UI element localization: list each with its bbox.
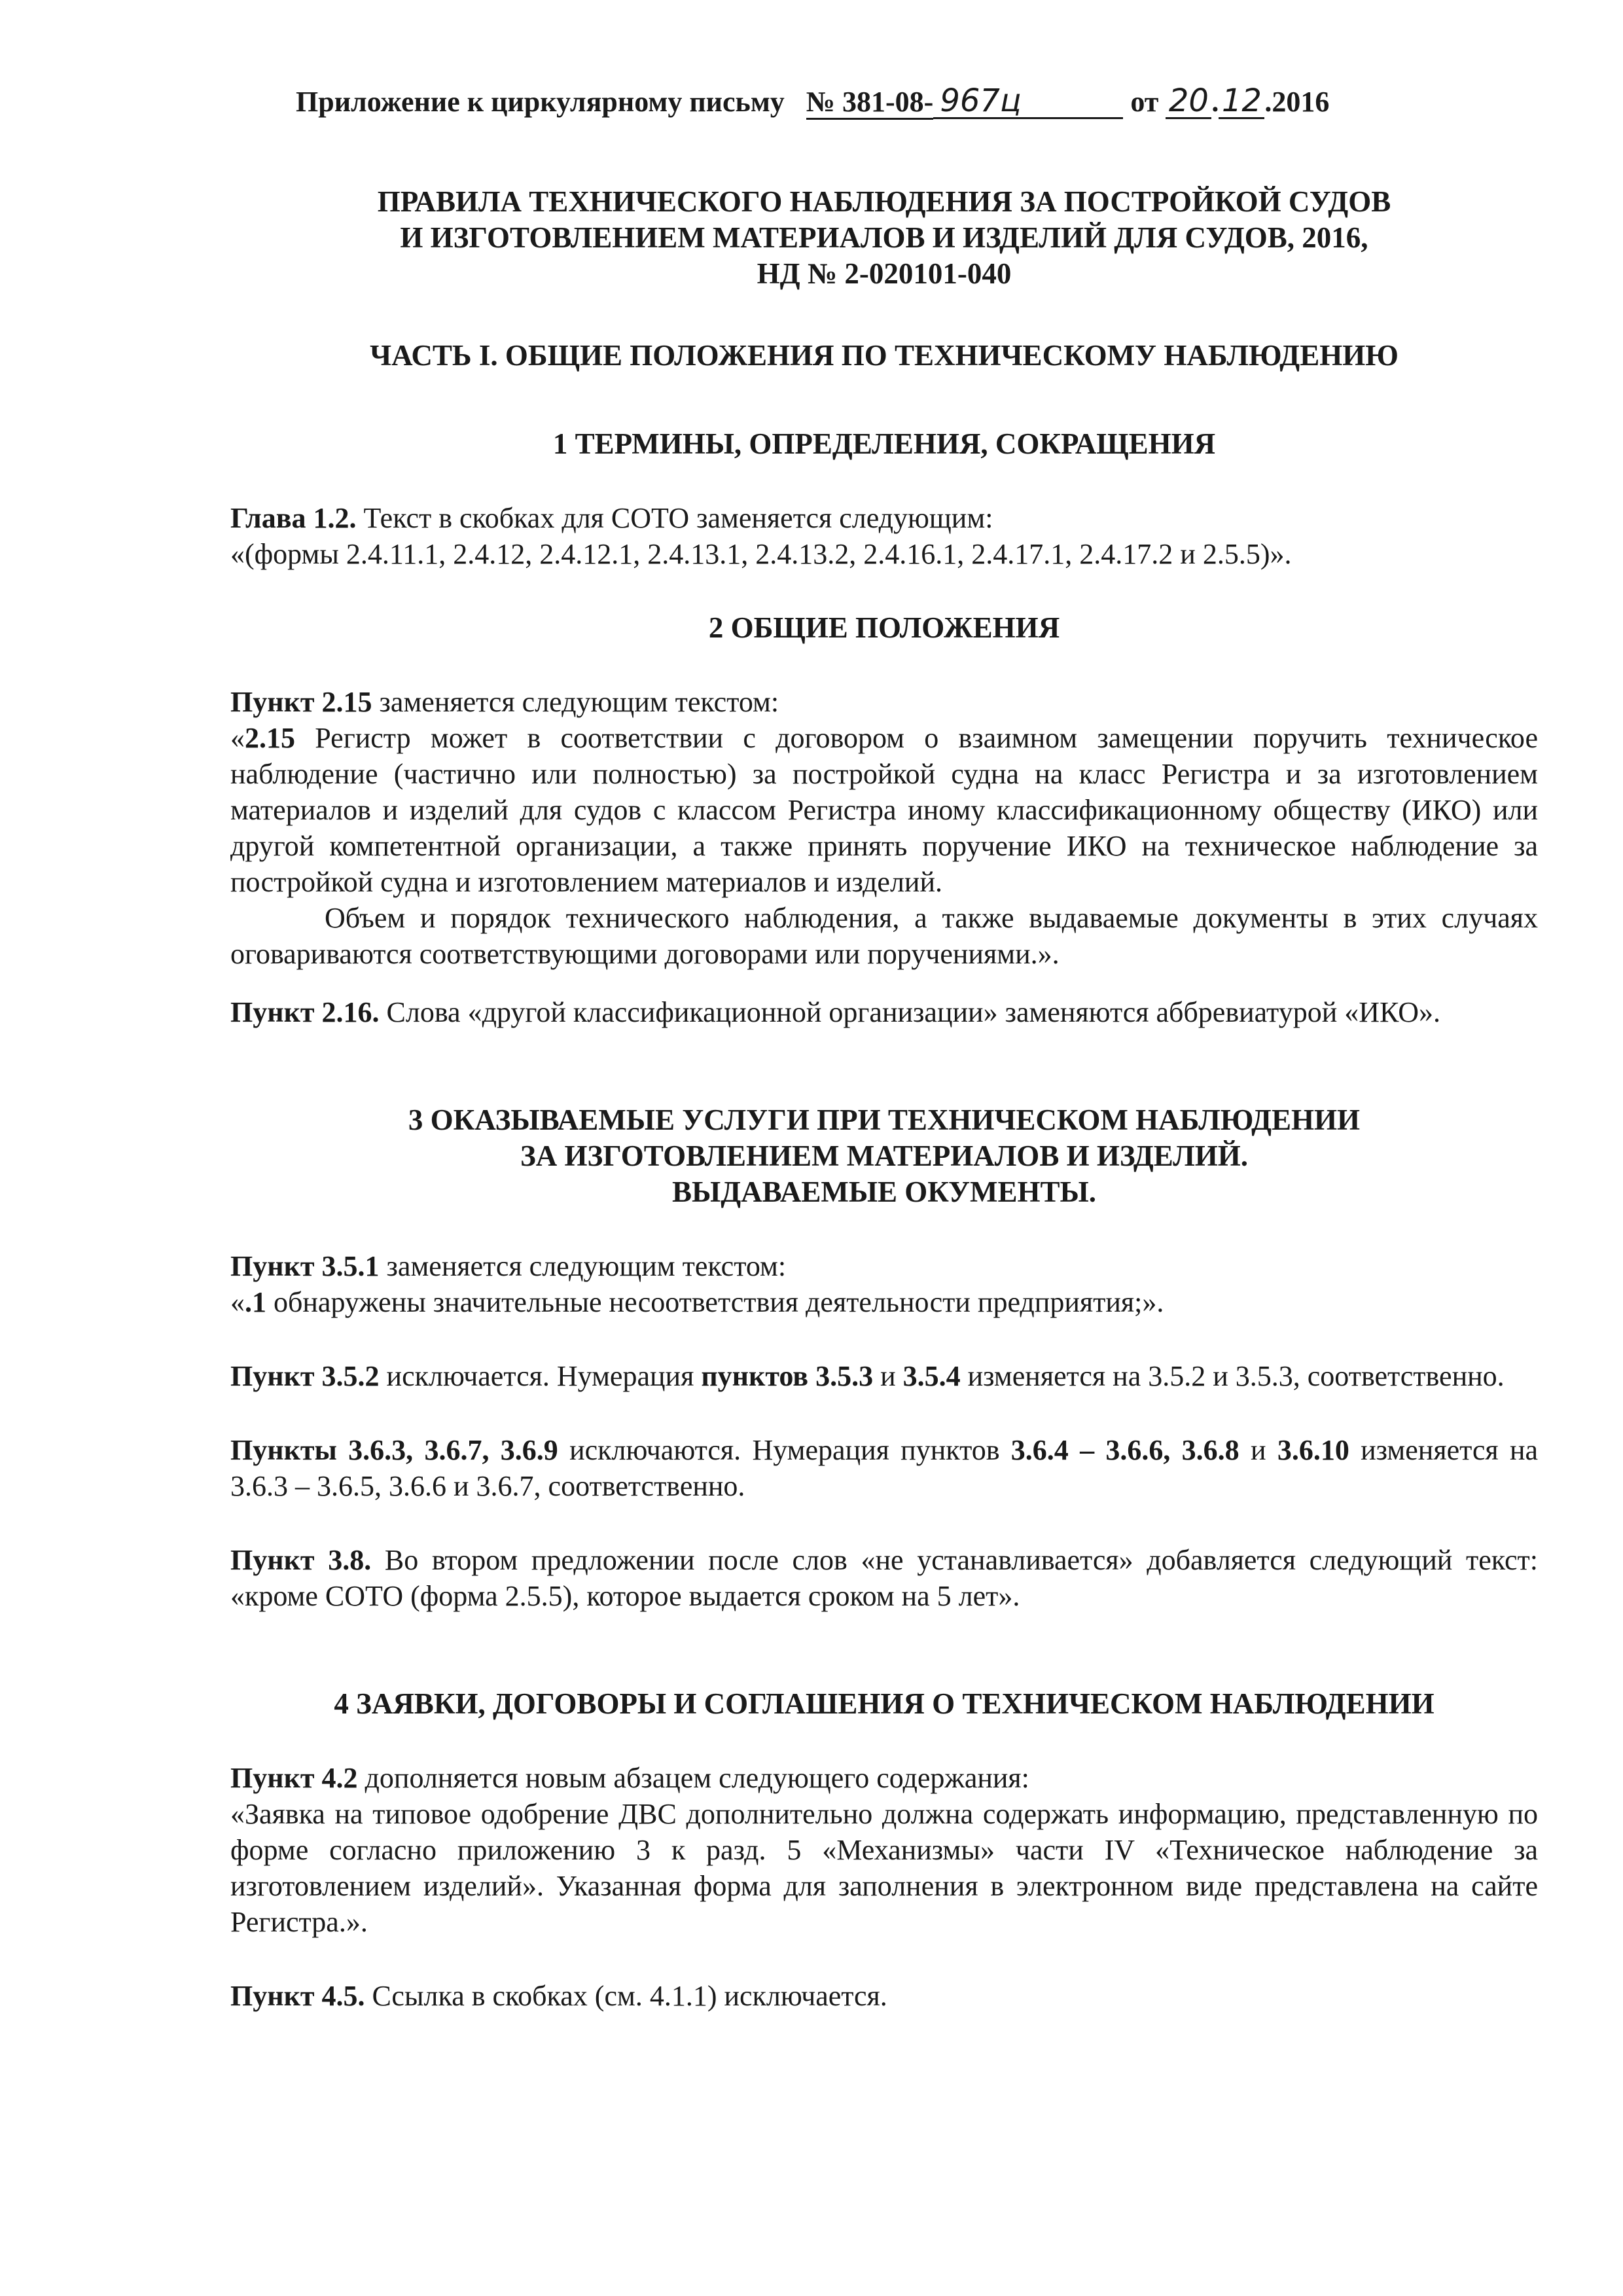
date-month-handwritten: 12 [1219, 84, 1264, 119]
item-2-16-text: Слова «другой классификационной организации» заменяются аббревиатурой «ИКО». [379, 996, 1441, 1028]
item-3-6-ref: Пункты 3.6.3, 3.6.7, 3.6.9 [230, 1434, 558, 1466]
item-4-2-quote: «Заявка на типовое одобрение ДВС дополнительно должна содержать информацию, представленную по форме согласно приложению 3 к разд. 5 «Механизмы» части IV «Техническое наблюдение за изготовлением изделий». Указанная форма для заполнения в электронном виде представлена на сайте Регистра.». [230, 1798, 1538, 1938]
chapter-1-2-paragraph [230, 500, 1538, 536]
section3-title-line2: ЗА ИЗГОТОВЛЕНИЕМ МАТЕРИАЛОВ И ИЗДЕЛИЙ. [520, 1139, 1249, 1172]
item-3-5-1-quote [230, 1284, 1538, 1320]
item-3-5-2-ref: Пункт 3.5.2 [230, 1360, 380, 1392]
item-3-6-text3: изменяется на 3.6.3 – 3.6.5, 3.6.6 и 3.6.7, соответственно. [230, 1434, 1539, 1502]
item-3-8-text: Во втором предложении после слов «не устанавливается» добавляется следующий текст: «кроме СОТО (форма 2.5.5), которое выдается сроком на 5 лет». [230, 1544, 1538, 1612]
section1-body [230, 500, 1538, 572]
quote-open-mark: « [230, 722, 245, 754]
item-4-5-text: Ссылка в скобках (см. 4.1.1) исключается. [365, 1980, 887, 2012]
section1-title: 1 ТЕРМИНЫ, ОПРЕДЕЛЕНИЯ, СОКРАЩЕНИЯ [552, 427, 1216, 460]
rules-title [230, 184, 1538, 292]
part-title: ЧАСТЬ I. ОБЩИЕ ПОЛОЖЕНИЯ ПО ТЕХНИЧЕСКОМУ НАБЛЮДЕНИЮ [370, 339, 1399, 372]
chapter-1-2-ref: Глава 1.2. [230, 502, 357, 534]
rules-title-line3: НД № 2-020101-040 [757, 257, 1012, 290]
item-4-2-intro-text: дополняется новым абзацем следующего содержания: [357, 1762, 1029, 1794]
item-3-5-1-quote-ref: .1 [245, 1286, 266, 1318]
section2-title: 2 ОБЩИЕ ПОЛОЖЕНИЯ [708, 611, 1060, 644]
item-4-2-intro [230, 1760, 1538, 1796]
section4-body [230, 1760, 1538, 2014]
item-3-6-ref3: 3.6.10 [1277, 1434, 1349, 1466]
item-3-5-2-ref3: 3.5.4 [902, 1360, 961, 1392]
appendix-header [230, 84, 1538, 120]
appendix-prefix: Приложение к циркулярному письму [296, 86, 785, 118]
item-3-5-2-text1: исключается. Нумерация [379, 1360, 702, 1392]
item-2-15-quote [230, 720, 1538, 900]
section3-title-line1: 3 ОКАЗЫВАЕМЫЕ УСЛУГИ ПРИ ТЕХНИЧЕСКОМ НАБЛЮДЕНИИ [408, 1103, 1361, 1136]
item-3-5-2-text3: изменяется на 3.5.2 и 3.5.3, соответственно. [960, 1360, 1505, 1392]
item-4-2-ref: Пункт 4.2 [230, 1762, 358, 1794]
item-3-8-paragraph [230, 1542, 1538, 1614]
item-3-5-2-text2: и [873, 1360, 903, 1392]
item-2-15-quote-ref: 2.15 [245, 722, 295, 754]
section3-title-line3: ВЫДАВАЕМЫЕ ОКУМЕНТЫ. [672, 1175, 1096, 1208]
item-2-16-ref: Пункт 2.16. [230, 996, 380, 1028]
item-3-5-1-intro-text: заменяется следующим текстом: [379, 1250, 787, 1282]
item-2-15-intro-text: заменяется следующим текстом: [372, 686, 779, 718]
rules-title-line1: ПРАВИЛА ТЕХНИЧЕСКОГО НАБЛЮДЕНИЯ ЗА ПОСТРОЙКОЙ СУДОВ [377, 185, 1391, 218]
item-4-5-paragraph [230, 1978, 1538, 2014]
item-3-6-paragraph [230, 1432, 1538, 1504]
item-3-5-1-ref: Пункт 3.5.1 [230, 1250, 380, 1282]
item-3-5-2-ref2: пунктов 3.5.3 [701, 1360, 874, 1392]
item-3-8-ref: Пункт 3.8. [230, 1544, 372, 1576]
section2-body [230, 684, 1538, 1030]
letter-number-handwritten: 967ц [933, 84, 1123, 119]
item-3-6-ref2: 3.6.4 – 3.6.6, 3.6.8 [1010, 1434, 1240, 1466]
item-3-6-text1: исключаются. Нумерация пунктов [558, 1434, 1011, 1466]
item-3-6-text2: и [1239, 1434, 1277, 1466]
forms-list: «(формы 2.4.11.1, 2.4.12, 2.4.12.1, 2.4.13.1, 2.4.13.2, 2.4.16.1, 2.4.17.1, 2.4.17.2 и 2.5.5)». [230, 538, 1292, 570]
rules-title-line2: И ИЗГОТОВЛЕНИЕМ МАТЕРИАЛОВ И ИЗДЕЛИЙ ДЛЯ СУДОВ, 2016, [400, 221, 1368, 254]
chapter-1-2-text: Текст в скобках для СОТО заменяется следующим: [356, 502, 993, 534]
item-2-15-quote-text: Регистр может в соответствии с договором о взаимном замещении поручить техническое наблюдение (частично или полностью) за постройкой судна на класс Регистра и за изготовлением материалов и изделий для судов с классом Регистра иному классификационному обществу (ИКО) или другой компетентной организации, а также принять поручение ИКО на техническое наблюдение за постройкой судна и изготовлением материалов и изделий. [230, 722, 1538, 898]
date-day-handwritten: 20 [1166, 84, 1211, 119]
item-2-15-intro [230, 684, 1538, 720]
section4-title: 4 ЗАЯВКИ, ДОГОВОРЫ И СОГЛАШЕНИЯ О ТЕХНИЧЕСКОМ НАБЛЮДЕНИИ [334, 1687, 1435, 1720]
item-3-5-2-paragraph [230, 1358, 1538, 1394]
section3-body [230, 1248, 1538, 1614]
quote-open-mark-2: « [230, 1286, 245, 1318]
item-3-5-1-intro [230, 1248, 1538, 1284]
date-separator: . [1211, 86, 1219, 118]
item-2-16-paragraph [230, 994, 1538, 1030]
document-content [230, 84, 1538, 2014]
date-year: .2016 [1264, 86, 1330, 118]
item-2-15-quote-para2: Объем и порядок технического наблюдения, а также выдаваемые документы в этих случаях оговариваются соответствующими договорами или поручениями.». [230, 902, 1538, 970]
item-3-5-1-quote-text: обнаружены значительные несоответствия деятельности предприятия;». [266, 1286, 1164, 1318]
date-label: от [1130, 86, 1159, 118]
section3-title [230, 1102, 1538, 1210]
item-4-5-ref: Пункт 4.5. [230, 1980, 365, 2012]
letter-number-label: № 381-08- [806, 86, 934, 120]
item-2-15-ref: Пункт 2.15 [230, 686, 372, 718]
